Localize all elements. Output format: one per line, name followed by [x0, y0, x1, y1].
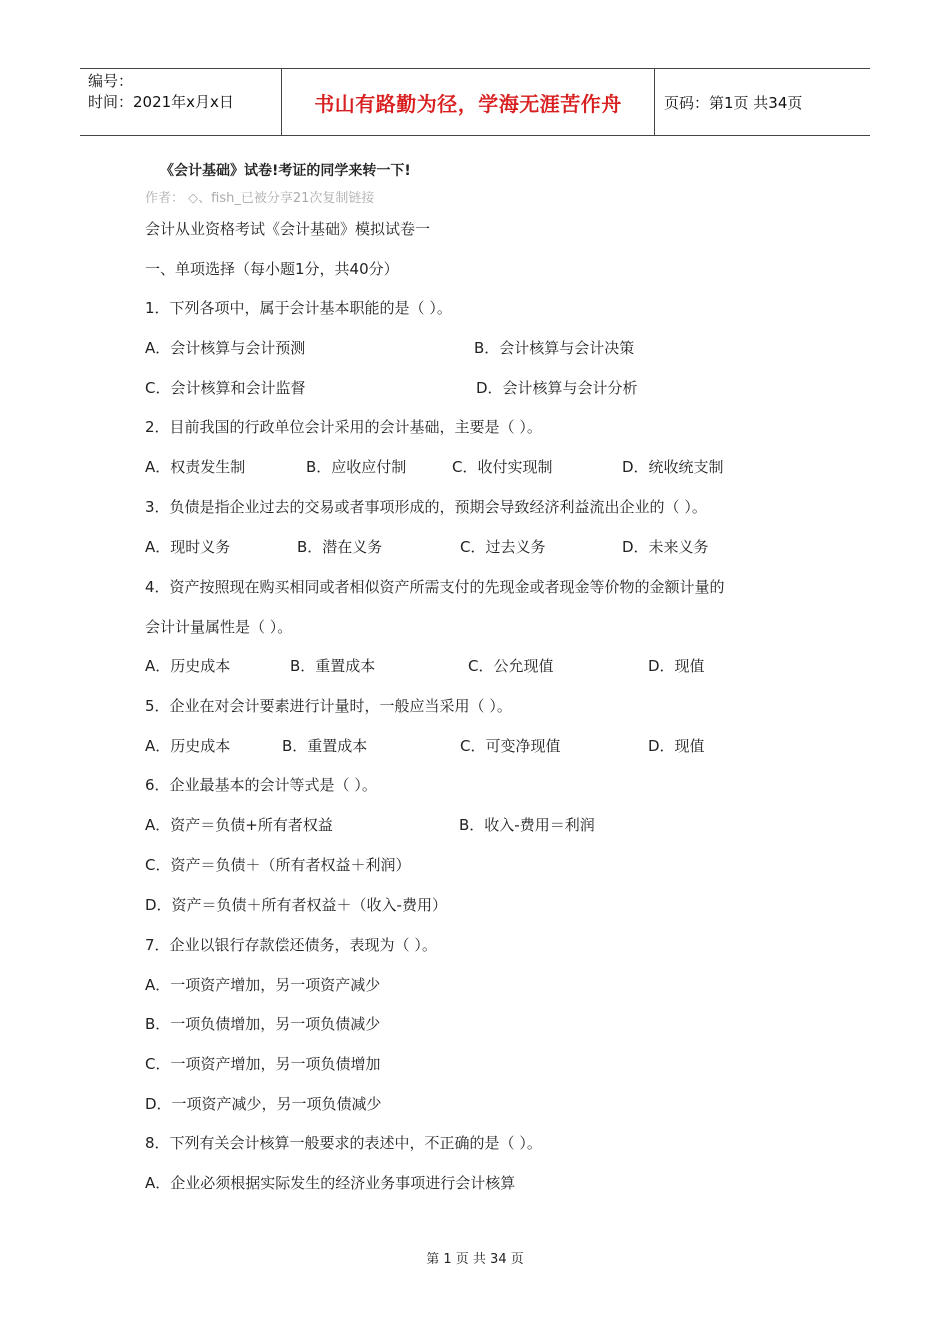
q1-option-a: A．会计核算与会计预测 [145, 339, 306, 357]
q3-option-b: B．潜在义务 [297, 538, 383, 556]
article-title: 《会计基础》试卷!考证的同学来转一下! [160, 163, 411, 179]
q4-option-c: C．公允现值 [468, 657, 554, 675]
section-heading: 一、单项选择（每小题1分，共40分） [145, 260, 399, 278]
question-4: 4．资产按照现在购买相同或者相似资产所需支付的先现金或者现金等价物的金额计量的 [145, 578, 725, 596]
q7-option-c: C．一项资产增加，另一项负债增加 [145, 1055, 381, 1073]
q4-option-d: D．现值 [648, 657, 705, 675]
q5-option-c: C．可变净现值 [460, 737, 561, 755]
question-6: 6．企业最基本的会计等式是（ ）。 [145, 776, 377, 794]
q2-option-b: B．应收应付制 [306, 458, 407, 476]
exam-heading: 会计从业资格考试《会计基础》模拟试卷一 [145, 220, 431, 238]
header-divider-right [654, 68, 655, 136]
q6-option-c: C．资产＝负债＋（所有者权益＋利润） [145, 856, 411, 874]
q3-option-c: C．过去义务 [460, 538, 546, 556]
q7-option-b: B．一项负债增加，另一项负债减少 [145, 1015, 381, 1033]
question-8: 8．下列有关会计核算一般要求的表述中，不正确的是（ ）。 [145, 1134, 542, 1152]
q7-option-d: D．一项资产减少，另一项负债减少 [145, 1095, 382, 1113]
q3-option-d: D．未来义务 [622, 538, 709, 556]
header-page-info: 页码：第1页 共34页 [664, 94, 803, 112]
header-motto: 书山有路勤为径，学海无涯苦作舟 [314, 91, 622, 116]
page-footer: 第 1 页 共 34 页 [426, 1252, 524, 1267]
q1-option-d: D．会计核算与会计分析 [476, 379, 638, 397]
header-meta [88, 71, 234, 113]
article-author: 作者： ◇、fish_已被分享21次复制链接 [145, 191, 375, 206]
q5-option-d: D．现值 [648, 737, 705, 755]
q2-option-d: D．统收统支制 [622, 458, 724, 476]
q2-option-c: C．收付实现制 [452, 458, 553, 476]
q4-option-a: A．历史成本 [145, 657, 231, 675]
q3-option-a: A．现时义务 [145, 538, 231, 556]
q7-option-a: A．一项资产增加，另一项资产减少 [145, 976, 381, 994]
q1-option-b: B．会计核算与会计决策 [474, 339, 635, 357]
question-3: 3．负债是指企业过去的交易或者事项形成的，预期会导致经济利益流出企业的（ ）。 [145, 498, 707, 516]
q6-option-d: D．资产＝负债＋所有者权益＋（收入-费用） [145, 896, 447, 914]
q6-option-a: A．资产＝负债+所有者权益 [145, 816, 333, 834]
question-7: 7．企业以银行存款偿还债务，表现为（ ）。 [145, 936, 437, 954]
q5-option-a: A．历史成本 [145, 737, 231, 755]
header-number-label: 编号： [88, 72, 134, 90]
q1-option-c: C．会计核算和会计监督 [145, 379, 306, 397]
q2-option-a: A．权责发生制 [145, 458, 246, 476]
header-date: 时间：2021年x月x日 [88, 93, 234, 111]
question-5: 5．企业在对会计要素进行计量时，一般应当采用（ ）。 [145, 697, 512, 715]
question-2: 2．目前我国的行政单位会计采用的会计基础，主要是（ ）。 [145, 418, 542, 436]
q5-option-b: B．重置成本 [282, 737, 368, 755]
q6-option-b: B．收入-费用＝利润 [459, 816, 595, 834]
question-4-continued: 会计计量属性是（ ）。 [145, 618, 293, 636]
q8-option-a: A．企业必须根据实际发生的经济业务事项进行会计核算 [145, 1174, 516, 1192]
q4-option-b: B．重置成本 [290, 657, 376, 675]
question-1: 1．下列各项中，属于会计基本职能的是（ ）。 [145, 299, 452, 317]
